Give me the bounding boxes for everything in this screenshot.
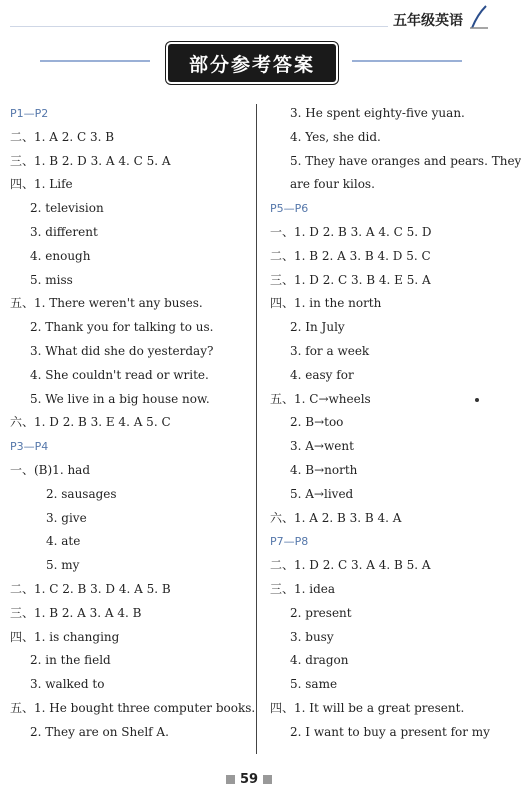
section-heading: P7—P8	[270, 535, 309, 549]
answer-line: are four kilos.	[290, 177, 375, 192]
answer-line: 2. sausages	[46, 486, 117, 501]
answer-line: 三、1. idea	[270, 581, 336, 596]
answer-line: 一、1. D 2. B 3. A 4. C 5. D	[270, 224, 432, 239]
answer-line: 4. dragon	[290, 653, 349, 668]
answer-line: 3. different	[30, 224, 98, 239]
answer-line: 三、1. B 2. A 3. A 4. B	[10, 605, 142, 620]
answer-line: 五、1. He bought three computer books.	[10, 700, 256, 715]
footer-square-right-icon	[263, 775, 272, 784]
answer-line: 四、1. Life	[10, 177, 73, 192]
answer-line: 2. I want to buy a present for my	[290, 724, 490, 739]
grade-label: 五年级英语	[393, 13, 463, 29]
banner-deco-right	[352, 60, 462, 62]
swoosh-logo-icon	[468, 4, 490, 30]
answer-line: 2. television	[30, 201, 104, 216]
answers-right-column	[270, 102, 521, 745]
section-heading: P1—P2	[10, 107, 49, 120]
answer-line: 3. walked to	[30, 677, 105, 692]
answer-line: 2. In July	[290, 320, 345, 335]
answer-line: 六、1. A 2. B 3. B 4. A	[270, 510, 402, 525]
answer-line: 4. B→north	[290, 462, 358, 477]
section-heading: P3—P4	[10, 440, 49, 454]
answer-line: 3. A→went	[290, 439, 354, 454]
answer-line: 3. He spent eighty-five yuan.	[290, 106, 465, 120]
answer-line: 五、1. C→wheels	[270, 391, 371, 406]
answer-line: 5. same	[290, 677, 338, 692]
section-heading: P5—P6	[270, 202, 309, 216]
answers-left-column	[10, 102, 256, 745]
answer-line: 二、1. D 2. C 3. A 4. B 5. A	[270, 558, 431, 573]
column-divider	[256, 104, 257, 754]
banner-title: 部分参考答案	[188, 54, 315, 76]
answer-line: 4. easy for	[290, 367, 354, 382]
answer-line: 5. They have oranges and pears. They	[290, 153, 521, 168]
answer-line: 4. Yes, she did.	[290, 129, 381, 144]
answer-line: 一、(B)1. had	[10, 462, 91, 477]
banner-deco-left	[40, 60, 150, 62]
answer-line: 四、1. is changing	[10, 629, 120, 644]
answer-line: 5. my	[46, 558, 80, 573]
answer-line: 六、1. D 2. B 3. E 4. A 5. C	[10, 415, 171, 430]
answer-line: 二、1. B 2. A 3. B 4. D 5. C	[270, 248, 431, 263]
answer-line: 三、1. D 2. C 3. B 4. E 5. A	[270, 272, 431, 287]
answer-line: 3. give	[46, 510, 87, 525]
answer-line: 3. for a week	[290, 343, 370, 358]
page-number: 59	[239, 772, 259, 787]
answer-line: 4. ate	[46, 534, 81, 549]
footer-square-left-icon	[226, 775, 235, 784]
answer-line: 5. We live in a big house now.	[30, 391, 210, 406]
answer-line: 2. in the field	[30, 653, 111, 668]
answer-line: 五、1. There weren't any buses.	[10, 296, 203, 311]
answer-line: 2. B→too	[290, 415, 344, 430]
answer-line: 三、1. B 2. D 3. A 4. C 5. A	[10, 153, 171, 168]
answer-line: 5. miss	[30, 272, 73, 287]
answer-line: 4. enough	[30, 248, 91, 263]
answer-line: 3. What did she do yesterday?	[30, 343, 214, 358]
answer-line: 四、1. in the north	[270, 296, 382, 311]
answer-line: 4. She couldn't read or write.	[30, 367, 209, 382]
section-banner	[168, 44, 336, 82]
answer-line: 二、1. C 2. B 3. D 4. A 5. B	[10, 581, 171, 596]
answer-line: 二、1. A 2. C 3. B	[10, 129, 115, 144]
answer-line: 2. present	[290, 605, 352, 620]
page-footer	[0, 772, 498, 787]
answer-line: 四、1. It will be a great present.	[270, 700, 465, 715]
answer-line: 3. busy	[290, 629, 334, 644]
answer-line: 5. A→lived	[290, 486, 354, 501]
margin-dot	[475, 398, 479, 402]
answer-line: 2. Thank you for talking to us.	[30, 320, 214, 335]
header-rule	[10, 26, 388, 27]
answer-line: 2. They are on Shelf A.	[30, 724, 169, 739]
